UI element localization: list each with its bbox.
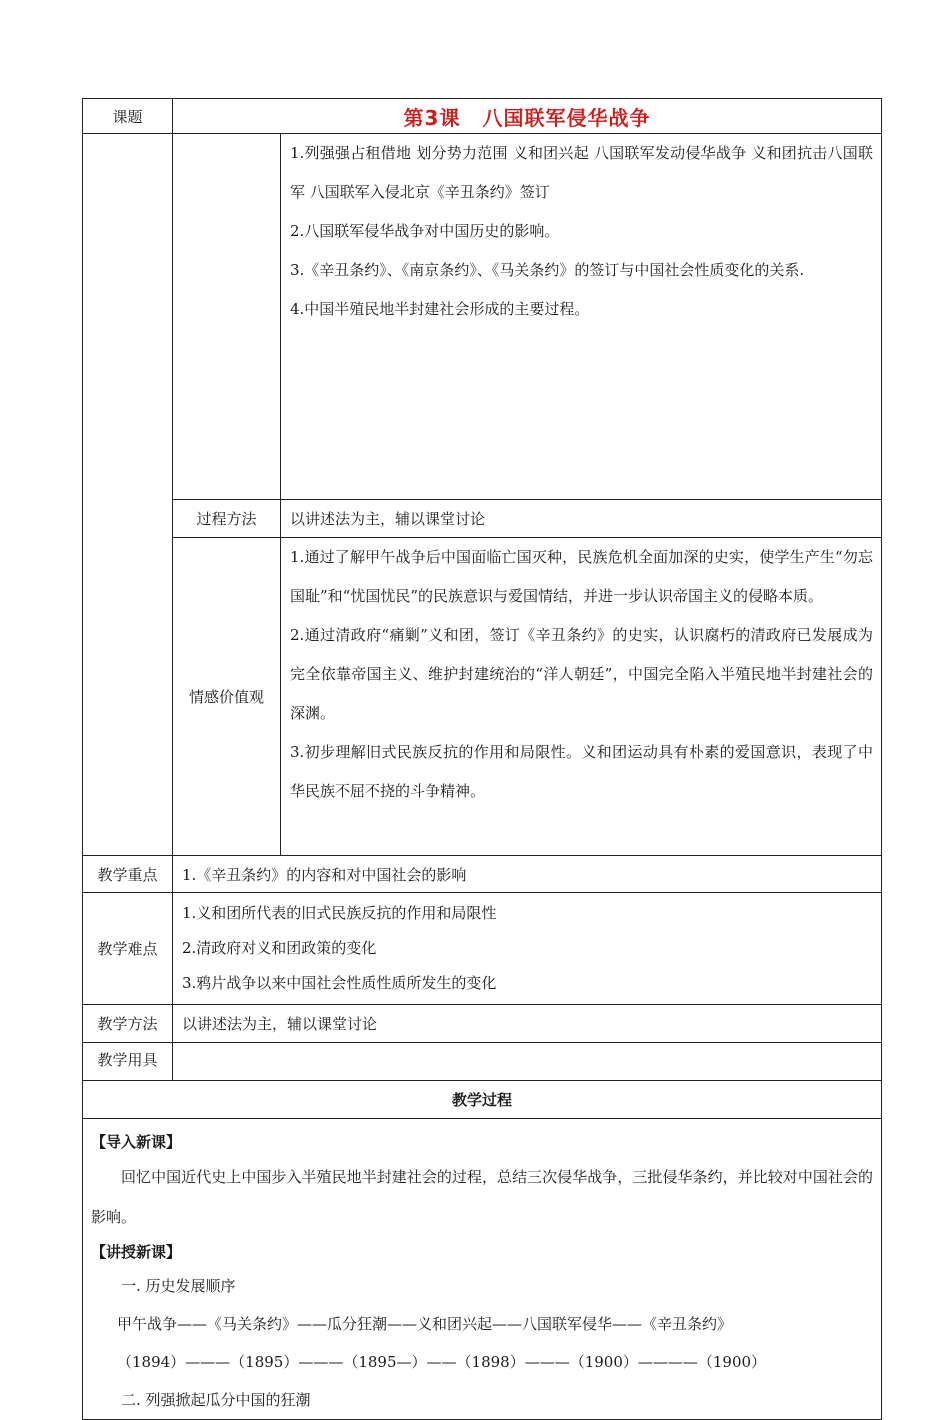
knowledge-content	[281, 134, 882, 500]
teaching-method-row	[83, 1005, 882, 1043]
section-heading: 一. 历史发展顺序	[121, 1277, 236, 1295]
emotion-item: 2.通过清政府“痛剿”义和团，签订《辛丑条约》的史实，认识腐朽的清政府已发展成为完全依靠帝国主义、维护封建统治的“洋人朝廷”，中国完全陷入半殖民地半封建社会的深渊。	[290, 626, 874, 722]
process-method-label: 过程方法	[173, 500, 281, 538]
difficulties-content	[173, 893, 882, 1005]
process-content	[83, 1119, 882, 1420]
lesson-plan	[82, 98, 881, 1420]
process-method-row	[83, 500, 882, 538]
teaching-method-value: 以讲述法为主，辅以课堂讨论	[173, 1005, 882, 1043]
emotion-row	[83, 538, 882, 856]
intro-text: 回忆中国近代史上中国步入半殖民地半封建社会的过程，总结三次侵华战争，三批侵华条约，并比较对中国社会的影响。	[91, 1168, 874, 1226]
key-points-row	[83, 856, 882, 893]
history-years: （1894）———（1895）———（1895—）——（1898）———（1900）————（1900）	[117, 1353, 767, 1371]
objectives-label-cell	[83, 134, 173, 856]
history-sequence: 甲午战争——《马关条约》——瓜分狂潮——义和团兴起——八国联军侵华——《辛丑条约》	[117, 1315, 733, 1333]
teaching-tools-row	[83, 1043, 882, 1081]
key-points-value: 1.《辛丑条约》的内容和对中国社会的影响	[173, 856, 882, 893]
teaching-tools-value	[173, 1043, 882, 1081]
intro-title: 【导入新课】	[91, 1133, 182, 1151]
difficulty-item: 3.鸦片战争以来中国社会性质性质所发生的变化	[182, 974, 497, 992]
lesson-title	[173, 99, 882, 134]
knowledge-label-cell	[173, 134, 281, 500]
key-points-label: 教学重点	[83, 856, 173, 893]
knowledge-item: 2.八国联军侵华战争对中国历史的影响。	[290, 222, 560, 240]
difficulty-item: 1.义和团所代表的旧式民族反抗的作用和局限性	[182, 904, 497, 922]
knowledge-item: 1.列强强占租借地 划分势力范围 义和团兴起 八国联军发动侵华战争 义和团抗击八国联军 八国联军入侵北京《辛丑条约》签订	[290, 144, 874, 201]
process-heading-row	[83, 1081, 882, 1119]
emotion-item: 1.通过了解甲午战争后中国面临亡国灭种，民族危机全面加深的史实，使学生产生“勿忘国耻”和“忧国忧民”的民族意识与爱国情结，并进一步认识帝国主义的侵略本质。	[290, 548, 874, 605]
process-content-row	[83, 1119, 882, 1420]
knowledge-item: 3.《辛丑条约》、《南京条约》、《马关条约》的签订与中国社会性质变化的关系.	[290, 261, 805, 279]
lesson-plan-table	[82, 98, 882, 1420]
section-heading: 二. 列强掀起瓜分中国的狂潮	[121, 1391, 311, 1409]
objectives-row	[83, 134, 882, 500]
teaching-method-label: 教学方法	[83, 1005, 173, 1043]
emotion-content	[281, 538, 882, 856]
difficulty-item: 2.清政府对义和团政策的变化	[182, 939, 377, 957]
topic-label: 课题	[83, 99, 173, 134]
difficulties-row	[83, 893, 882, 1005]
lesson-name: 八国联军侵华战争	[482, 105, 651, 130]
knowledge-item: 4.中国半殖民地半封建社会形成的主要过程。	[290, 300, 590, 318]
emotion-item: 3.初步理解旧式民族反抗的作用和局限性。义和团运动具有朴素的爱国意识，表现了中华民族不屈不挠的斗争精神。	[290, 743, 874, 800]
emotion-label: 情感价值观	[173, 538, 281, 856]
title-row	[83, 99, 882, 134]
process-heading: 教学过程	[83, 1081, 882, 1119]
teaching-tools-label: 教学用具	[83, 1043, 173, 1081]
process-method-value: 以讲述法为主，辅以课堂讨论	[281, 500, 882, 538]
difficulties-label: 教学难点	[83, 893, 173, 1005]
lecture-title: 【讲授新课】	[91, 1243, 182, 1261]
lesson-number: 第3课	[403, 105, 461, 130]
